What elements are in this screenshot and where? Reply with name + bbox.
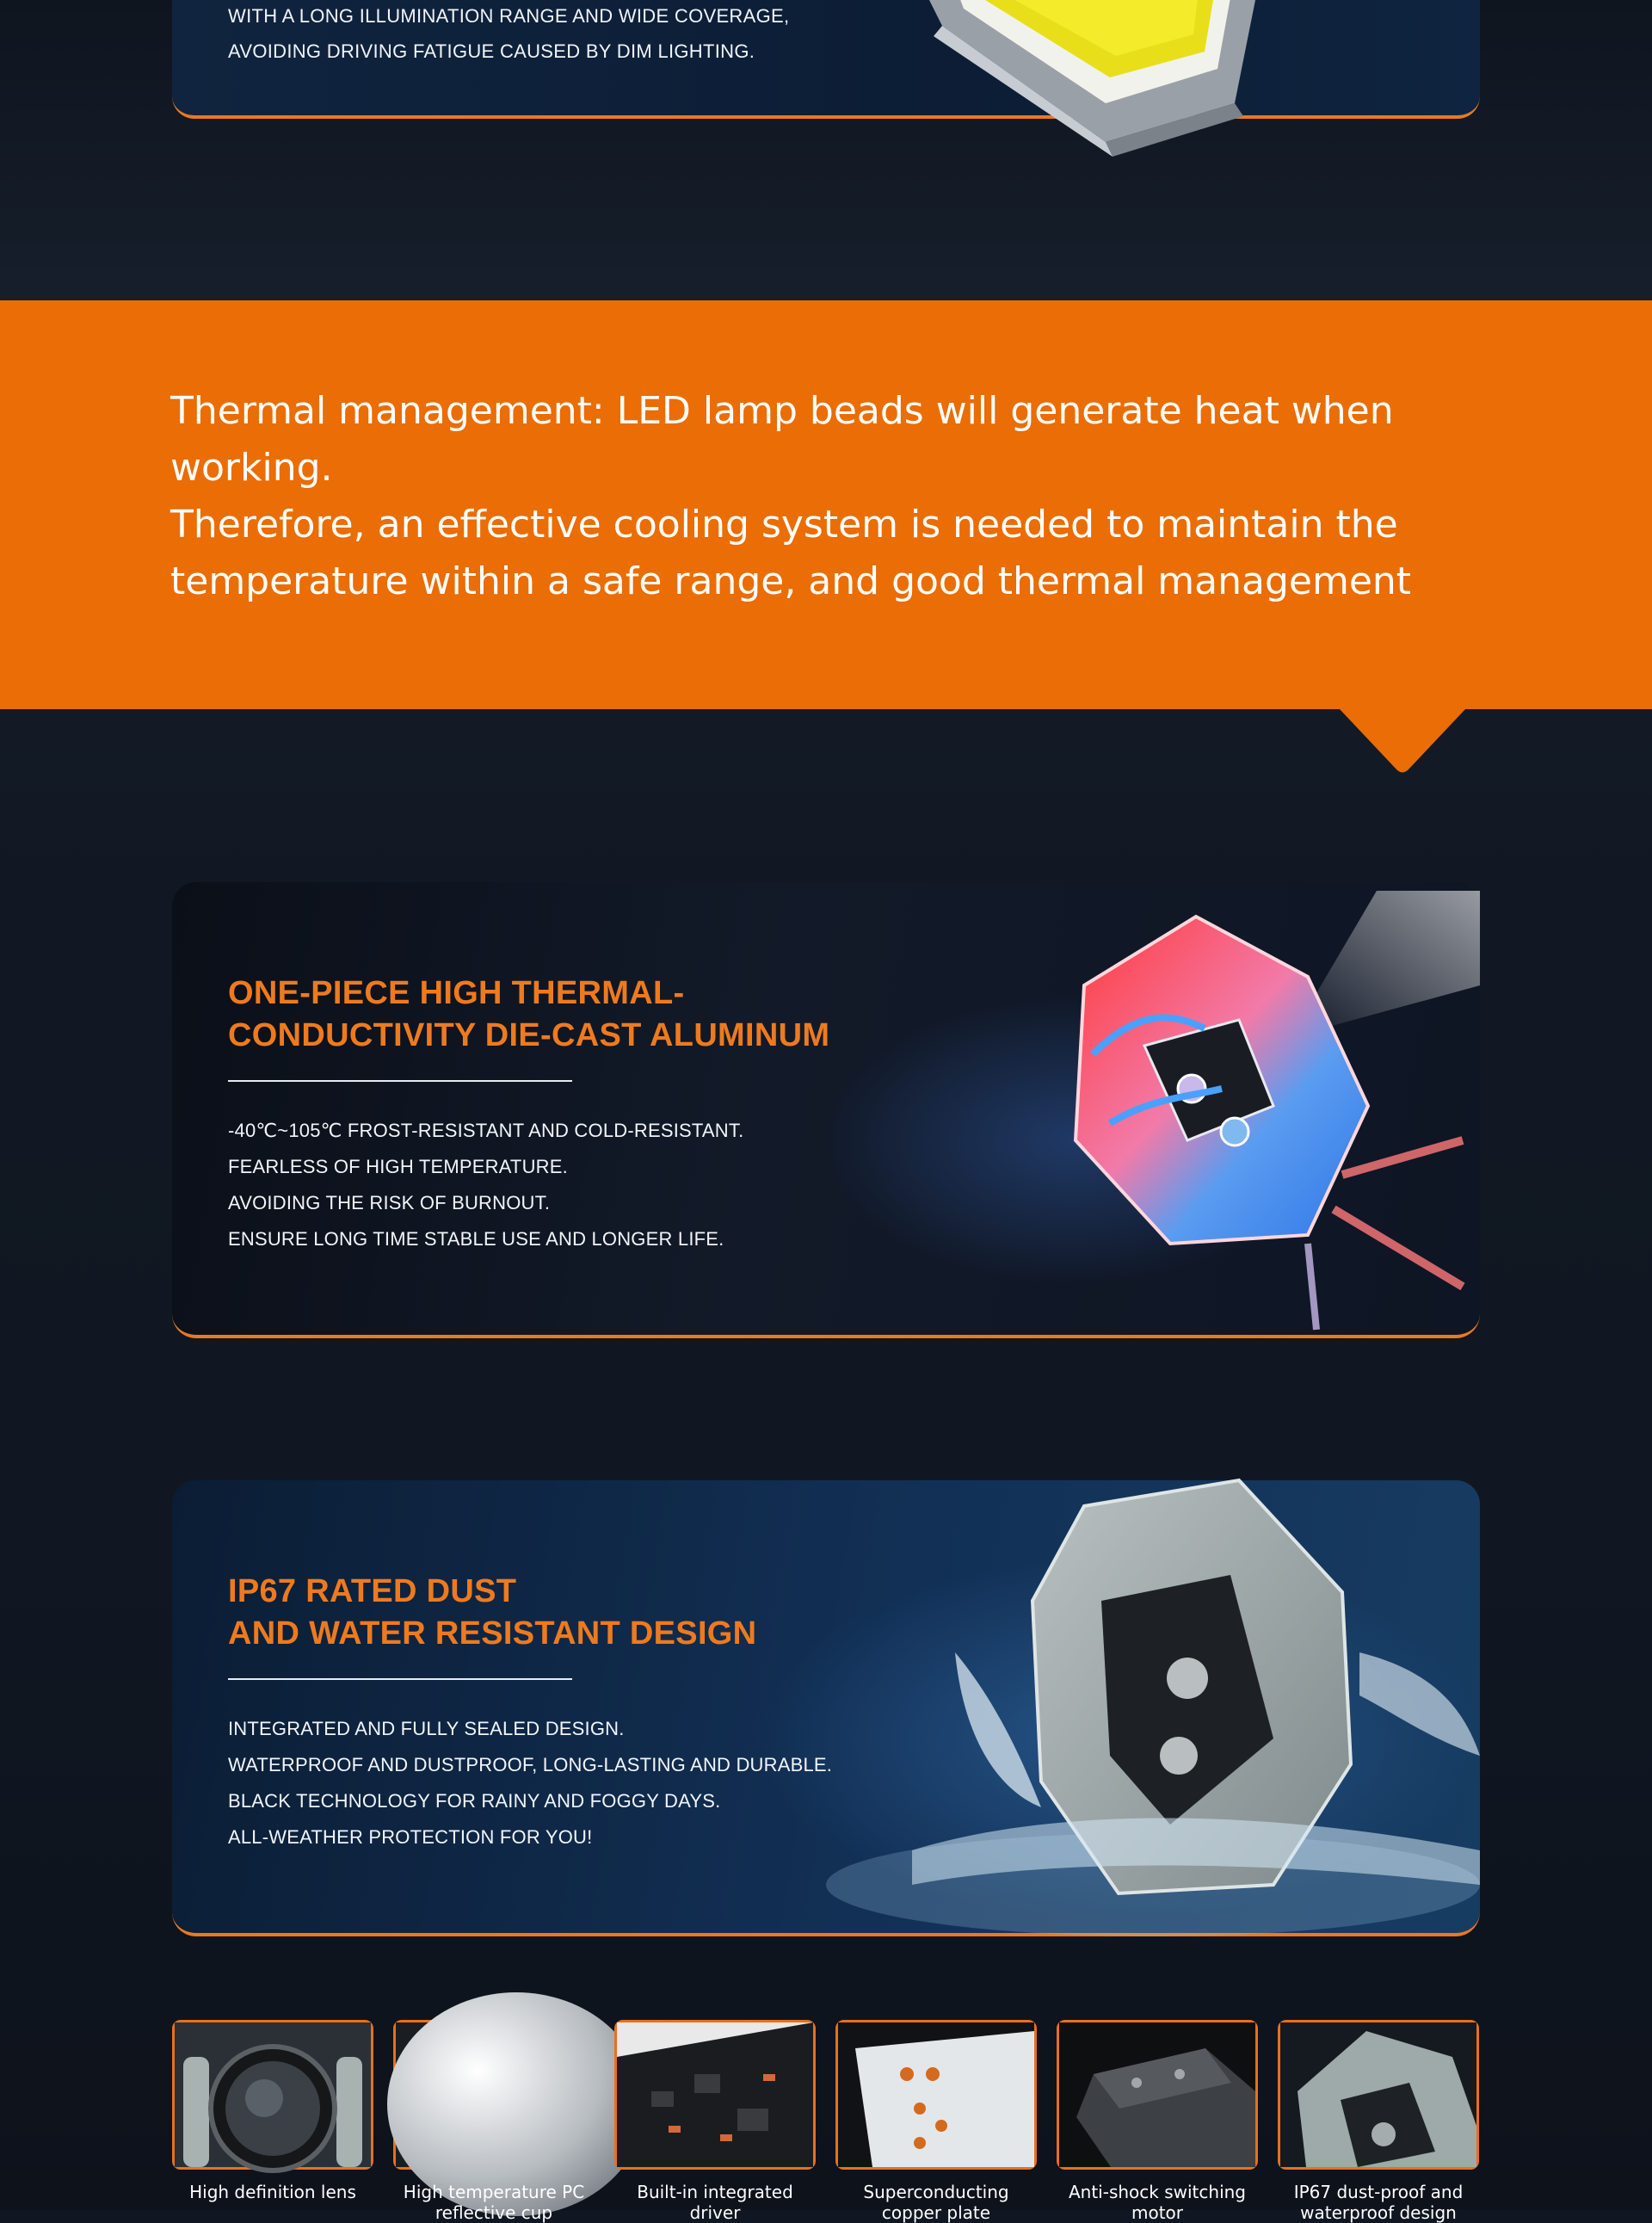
ip67-title-line-1: IP67 RATED DUST (228, 1573, 517, 1609)
ip67-feature-list (228, 1711, 832, 1856)
ip67-title-line-2: AND WATER RESISTANT DESIGN (228, 1615, 757, 1652)
banner-pointer-arrow (1340, 709, 1465, 775)
thermal-text-line-1: Thermal management: LED lamp beads will generate heat when (170, 389, 1394, 433)
die-cast-title-line-2: CONDUCTIVITY DIE-CAST ALUMINUM (228, 1017, 830, 1053)
water-splash-lamp-icon (826, 1480, 1480, 1936)
thermal-text-line-4: temperature within a safe range, and good thermal management (170, 559, 1412, 603)
die-cast-feature-item: -40℃~105℃ FROST-RESISTANT AND COLD-RESISTANT. (228, 1120, 744, 1141)
ip67-waterproof-card (172, 1480, 1480, 1936)
thumbnail-label: Anti-shock switching motor (1068, 2182, 1246, 2223)
illumination-text-line-2: AVOIDING DRIVING FATIGUE CAUSED BY DIM LIGHTING. (228, 40, 755, 62)
thumbnail-label: High temperature PC reflective cup (403, 2182, 585, 2223)
thumbnail-label: Superconducting copper plate (863, 2182, 1009, 2223)
thermal-text-line-3: Therefore, an effective cooling system is needed to maintain the (170, 503, 1398, 546)
thumbnail-label: Built-in integrated driver (637, 2182, 793, 2223)
illumination-text-line-1: WITH A LONG ILLUMINATION RANGE AND WIDE COVERAGE, (228, 5, 790, 27)
lens-icon (172, 2020, 373, 2170)
ip67-card-title (228, 1571, 756, 1655)
die-cast-aluminum-card (172, 882, 1480, 1338)
die-cast-feature-item: FEARLESS OF HIGH TEMPERATURE. (228, 1156, 568, 1177)
heat-dissipation-lamp-icon (946, 882, 1480, 1338)
thermal-text-line-2: working. (170, 446, 333, 490)
die-cast-feature-item: ENSURE LONG TIME STABLE USE AND LONGER LIFE. (228, 1228, 724, 1250)
copper-plate-icon (835, 2020, 1037, 2170)
thumbnail-card (1278, 2020, 1479, 2223)
sealed-housing-icon (1278, 2020, 1479, 2170)
die-cast-title-line-1: ONE-PIECE HIGH THERMAL- (228, 975, 685, 1011)
die-cast-feature-item: AVOIDING THE RISK OF BURNOUT. (228, 1192, 551, 1213)
thumbnail-label: IP67 dust-proof and waterproof design (1293, 2182, 1464, 2223)
component-thumbnail-row (172, 2020, 1480, 2223)
die-cast-feature-list (228, 1113, 743, 1257)
circuit-board-icon (614, 2020, 816, 2170)
die-cast-card-title (228, 973, 829, 1057)
ip67-feature-item: BLACK TECHNOLOGY FOR RAINY AND FOGGY DAYS. (228, 1790, 721, 1812)
die-cast-divider (228, 1080, 572, 1082)
thumbnail-card (614, 2020, 816, 2223)
thumbnail-card (835, 2020, 1037, 2223)
thumbnail-card (172, 2020, 373, 2202)
ip67-divider (228, 1678, 572, 1680)
thumbnail-label: High definition lens (189, 2182, 356, 2202)
motor-bracket-icon (1057, 2020, 1258, 2170)
thermal-management-text (170, 383, 1480, 610)
ip67-feature-item: ALL-WEATHER PROTECTION FOR YOU! (228, 1826, 593, 1848)
reflector-cup-icon (393, 2020, 595, 2170)
led-chip-icon (891, 0, 1295, 164)
ip67-feature-item: WATERPROOF AND DUSTPROOF, LONG-LASTING AND DURABLE. (228, 1754, 833, 1775)
thumbnail-card (393, 2020, 595, 2223)
thumbnail-card (1057, 2020, 1258, 2223)
ip67-feature-item: INTEGRATED AND FULLY SEALED DESIGN. (228, 1718, 625, 1739)
